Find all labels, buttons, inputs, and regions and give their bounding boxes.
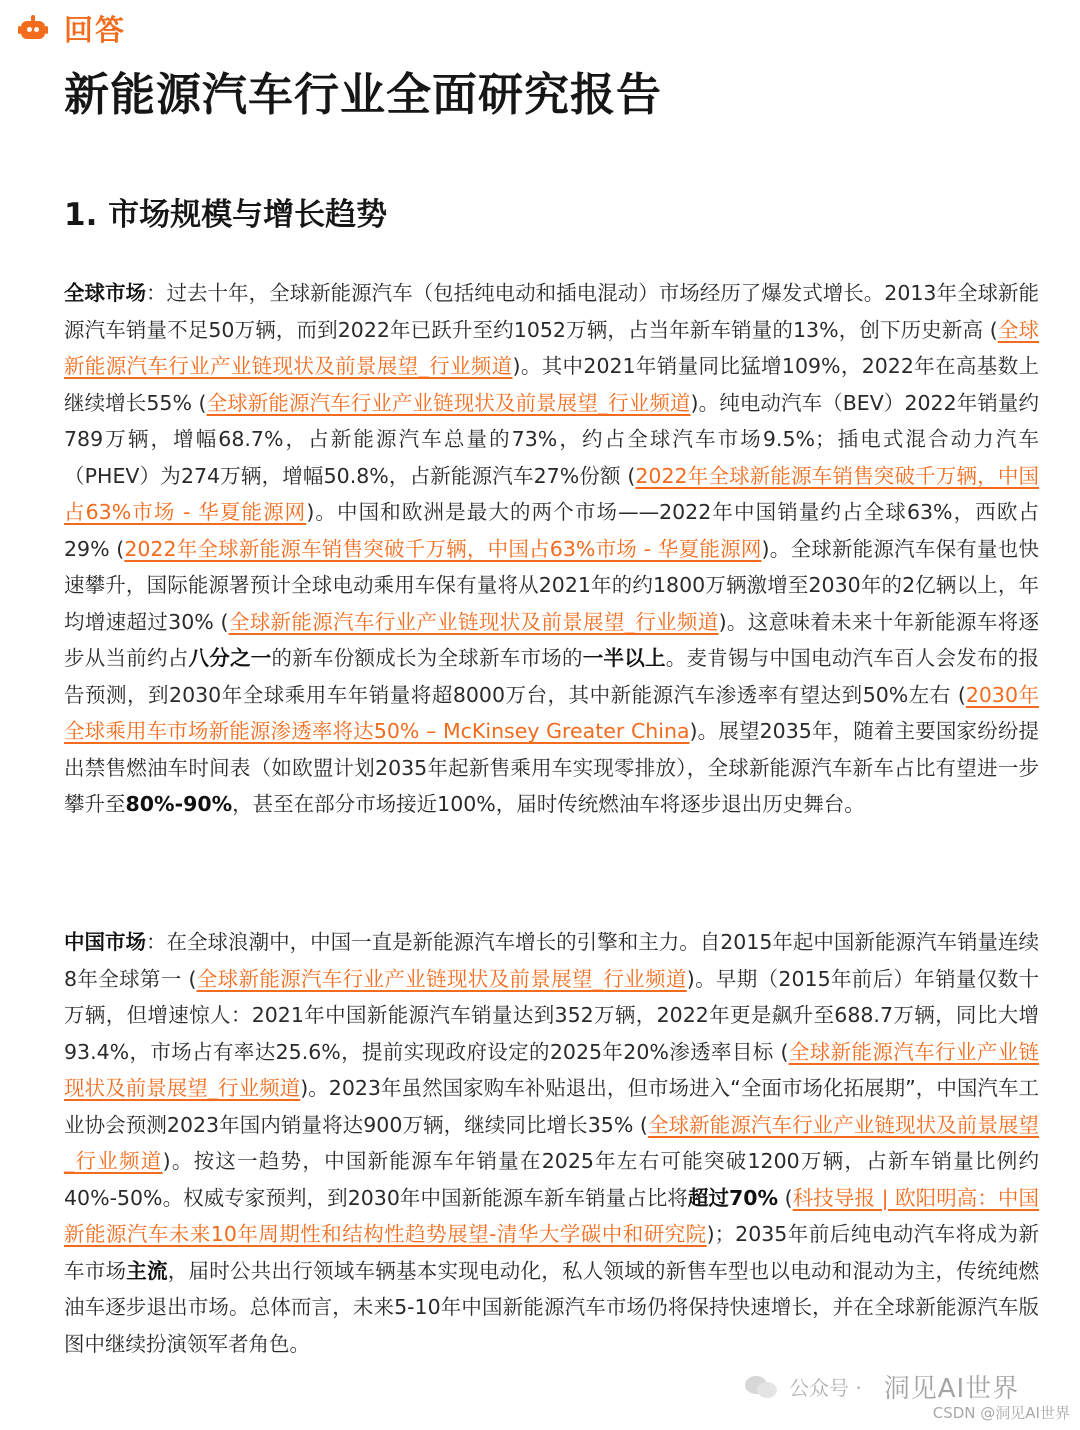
global-market-paragraph [64, 275, 1039, 823]
citation-link[interactable]: 全球新能源汽车行业产业链现状及前景展望_行业频道 [64, 1039, 1039, 1100]
paragraph-text: 的新车份额成长为全球新车市场的 [271, 646, 583, 670]
paragraph-text: ，届时公共出行领域车辆基本实现电动化，私人领域的新售车型也以电动和混动为主，传统纯燃油车逐步退出市场。总体而言，未来5-10年中国新能源汽车市场仍将保持快速增长，并在全球新能源汽车版图中继续扮演领军者角色。 [64, 1258, 1039, 1356]
paragraph-text: ( [778, 1185, 793, 1210]
paragraph-text: )。这意味着未来十年新能源车将逐步从当前约占 [64, 609, 1040, 670]
bold-text: 一半以上 [582, 646, 666, 670]
paragraph-text: )。全球新能源汽车保有量也快速攀升，国际能源署预计全球电动乘用车保有量将从2021年的约1800万辆激增至2030年的2亿辆以上，年均增速超过30% ( [64, 536, 1039, 634]
citation-link[interactable]: 2022年全球新能源车销售突破千万辆，中国占63%市场 - 华夏能源网 [124, 536, 762, 561]
citation-link[interactable]: 全球新能源汽车行业产业链现状及前景展望_行业频道 [206, 390, 691, 415]
csdn-watermark: CSDN @洞见AI世界 [932, 1404, 1070, 1422]
wechat-watermark [745, 1368, 1019, 1405]
answer-header [18, 6, 126, 50]
lead-label: 中国市场 [64, 930, 147, 954]
citation-link[interactable]: 2030年全球乘用车市场新能源渗透率将达50% – McKinsey Greater China [64, 682, 1040, 743]
wechat-icon [745, 1374, 779, 1400]
bold-text: 80%-90% [125, 792, 233, 816]
watermark-name: 洞见AI世界 [883, 1374, 1020, 1404]
paragraph-text: ：在全球浪潮中，中国一直是新能源汽车增长的引擎和主力。自2015年起中国新能源汽车销量连续8年全球第一 ( [64, 930, 1039, 991]
paragraph-text: ：过去十年，全球新能源汽车（包括纯电动和插电混动）市场经历了爆发式增长。2013年全球新能源汽车销量不足50万辆，而到2022年已跃升至约1052万辆，占当年新车销量的13%，创下历史新高 ( [64, 281, 1039, 342]
citation-link[interactable]: 全球新能源汽车行业产业链现状及前景展望_行业频道 [228, 609, 719, 634]
bold-text: 超过70% [687, 1185, 779, 1210]
paragraph-text: )。2023年虽然国家购车补贴退出，但市场进入“全面市场化拓展期”，中国汽车工业协会预测2023年国内销量将达900万辆，继续同比增长35% ( [64, 1076, 1039, 1137]
bold-text: 八分之一 [188, 646, 272, 670]
paragraph-text: )。展望2035年，随着主要国家纷纷提出禁售燃油车时间表（如欧盟计划2035年起新售乘用车实现零排放），全球新能源汽车新车占比有望进一步攀升至 [64, 719, 1039, 816]
paragraph-text: )。纯电动汽车（BEV）2022年销量约789万辆，增幅68.7%，占新能源汽车总量的73%，约占全球汽车市场9.5%；插电式混合动力汽车（PHEV）为274万辆，增幅50.8%，占新能源汽车27%份额 ( [64, 390, 1039, 488]
lead-label: 全球市场 [64, 281, 147, 305]
paragraph-text: )。早期（2015年前后）年销量仅数十万辆，但增速惊人：2021年中国新能源汽车销量达到352万辆，2022年更是飙升至688.7万辆，同比大增93.4%，市场占有率达25.6%，提前实现政府设定的2025年20%渗透率目标 ( [64, 966, 1040, 1064]
robot-icon [18, 15, 48, 41]
paragraph-text: )。按这一趋势，中国新能源车年销量在2025年左右可能突破1200万辆，占新车销量比例约40%-50%。权威专家预判，到2030年中国新能源车新车销量占比将 [64, 1149, 1040, 1210]
paragraph-text: )。中国和欧洲是最大的两个市场——2022年中国销量约占全球63%，西欧占29% ( [64, 500, 1039, 561]
paragraph-text: 。麦肯锡与中国电动汽车百人会发布的报告预测，到2030年全球乘用车年销量将超8000万台，其中新能源汽车渗透率有望达到50%左右 ( [64, 646, 1039, 707]
china-market-paragraph [64, 924, 1039, 1362]
paragraph-text: )；2035年前后纯电动汽车将成为新车市场 [64, 1222, 1040, 1283]
citation-link[interactable]: 全球新能源汽车行业产业链现状及前景展望_行业频道 [196, 966, 687, 991]
citation-link[interactable]: 科技导报 | 欧阳明高：中国新能源汽车未来10年周期性和结构性趋势展望-清华大学碳中和研究院 [64, 1185, 1039, 1246]
bold-text: 主流 [126, 1258, 168, 1283]
paragraph-text: )。其中2021年销量同比猛增109%，2022年在高基数上继续增长55% ( [64, 354, 1039, 415]
citation-link[interactable]: 全球新能源汽车行业产业链现状及前景展望_行业频道 [64, 1112, 1039, 1173]
section-heading: 1. 市场规模与增长趋势 [64, 197, 388, 233]
paragraph-text: ，甚至在部分市场接近100%，届时传统燃油车将逐步退出历史舞台。 [232, 792, 865, 816]
watermark-gzh: 公众号 · [789, 1376, 862, 1400]
report-title: 新能源汽车行业全面研究报告 [64, 68, 663, 121]
citation-link[interactable]: 全球新能源汽车行业产业链现状及前景展望_行业频道 [64, 317, 1039, 378]
citation-link[interactable]: 2022年全球新能源车销售突破千万辆，中国占63%市场 - 华夏能源网 [64, 463, 1039, 524]
answer-label: 回答 [64, 12, 127, 47]
